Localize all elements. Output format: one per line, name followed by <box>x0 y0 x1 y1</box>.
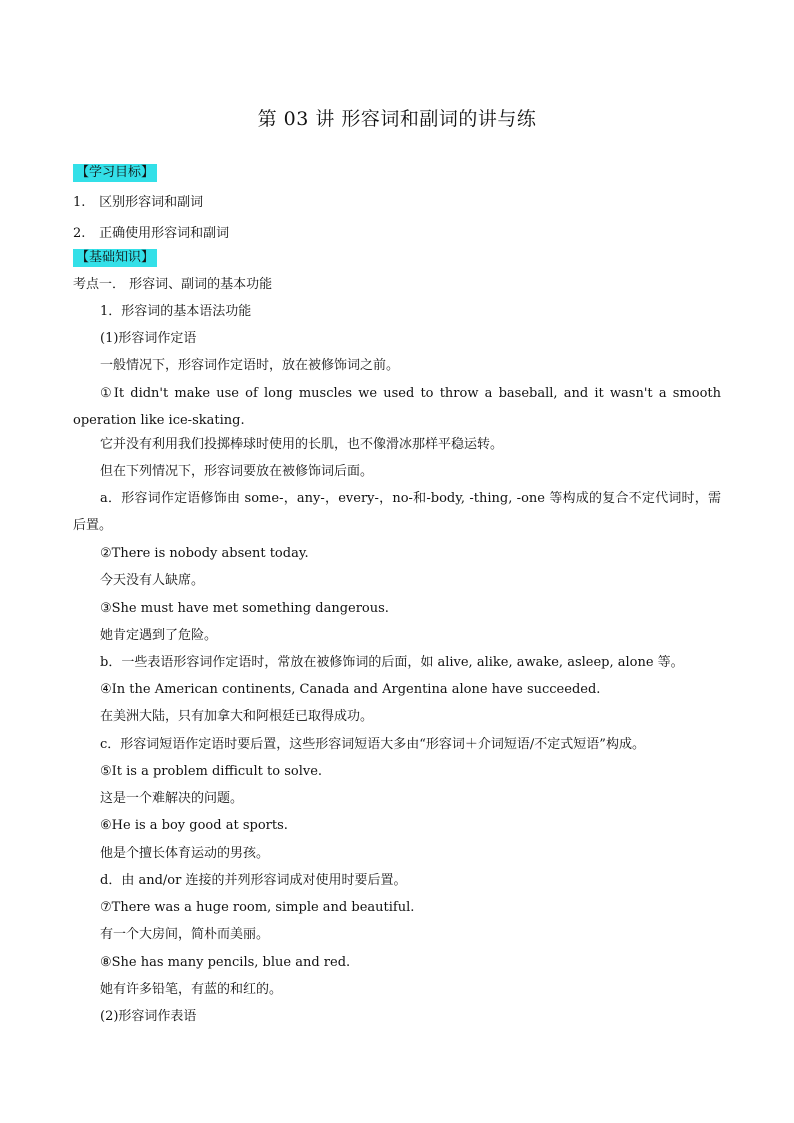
rule-d: d．由 and/or 连接的并列形容词成对使用时要后置。 <box>100 873 407 888</box>
paragraph: 一般情况下，形容词作定语时，放在被修饰词之前。 <box>100 358 400 373</box>
kaodian-heading: 考点一． 形容词、副词的基本功能 <box>73 277 273 292</box>
example-sentence-7: ⑦There was a huge room, simple and beautiful. <box>100 900 415 915</box>
subheading-adj-functions: 1．形容词的基本语法功能 <box>100 304 252 319</box>
page-title: 第 03 讲 形容词和副词的讲与练 <box>257 108 537 130</box>
rule-c: c．形容词短语作定语时要后置，这些形容词短语大多由“形容词＋介词短语/不定式短语”构成。 <box>100 737 645 752</box>
rule-b: b．一些表语形容词作定语时，常放在被修饰词的后面，如 alive, alike, awake, asleep, alone 等。 <box>100 655 684 670</box>
section-badge-basics: 【基础知识】 <box>73 249 157 267</box>
translation-1: 它并没有利用我们投掷棒球时使用的长肌，也不像滑冰那样平稳运转。 <box>100 437 504 452</box>
goal-item-1 <box>73 194 203 212</box>
rule-a: a．形容词作定语修饰由 some-，any-，every-，no-和-body, -thing, -one 等构成的复合不定代词时，需后置。 <box>73 491 721 533</box>
example-sentence-2: ②There is nobody absent today. <box>100 546 309 561</box>
goal-text: 区别形容词和副词 <box>99 195 204 210</box>
example-sentence-1: ①It didn't make use of long muscles we used to throw a baseball, and it wasn't a smooth operation like ice-skating. <box>73 386 721 428</box>
goal-item-2 <box>73 225 229 243</box>
subheading-predicative: (2)形容词作表语 <box>100 1009 197 1024</box>
goal-number: 1. <box>73 195 86 210</box>
subheading-attributive: (1)形容词作定语 <box>100 331 197 346</box>
translation-2: 今天没有人缺席。 <box>100 573 205 588</box>
translation-6: 他是个擅长体育运动的男孩。 <box>100 846 270 861</box>
translation-7: 有一个大房间，简朴而美丽。 <box>100 927 270 942</box>
example-sentence-4: ④In the American continents, Canada and Argentina alone have succeeded. <box>100 682 601 697</box>
translation-4: 在美洲大陆，只有加拿大和阿根廷已取得成功。 <box>100 709 374 724</box>
translation-5: 这是一个难解决的问题。 <box>100 791 244 806</box>
example-sentence-8: ⑧She has many pencils, blue and red. <box>100 955 351 970</box>
section-badge-goals: 【学习目标】 <box>73 164 157 182</box>
translation-8: 她有许多铅笔，有蓝的和红的。 <box>100 982 283 997</box>
example-sentence-3: ③She must have met something dangerous. <box>100 601 389 616</box>
example-sentence-6: ⑥He is a boy good at sports. <box>100 818 288 833</box>
goal-text: 正确使用形容词和副词 <box>99 226 230 241</box>
example-sentence-5: ⑤It is a problem difficult to solve. <box>100 764 323 779</box>
translation-3: 她肯定遇到了危险。 <box>100 628 218 643</box>
paragraph: 但在下列情况下，形容词要放在被修饰词后面。 <box>100 464 374 479</box>
goal-number: 2. <box>73 226 86 241</box>
